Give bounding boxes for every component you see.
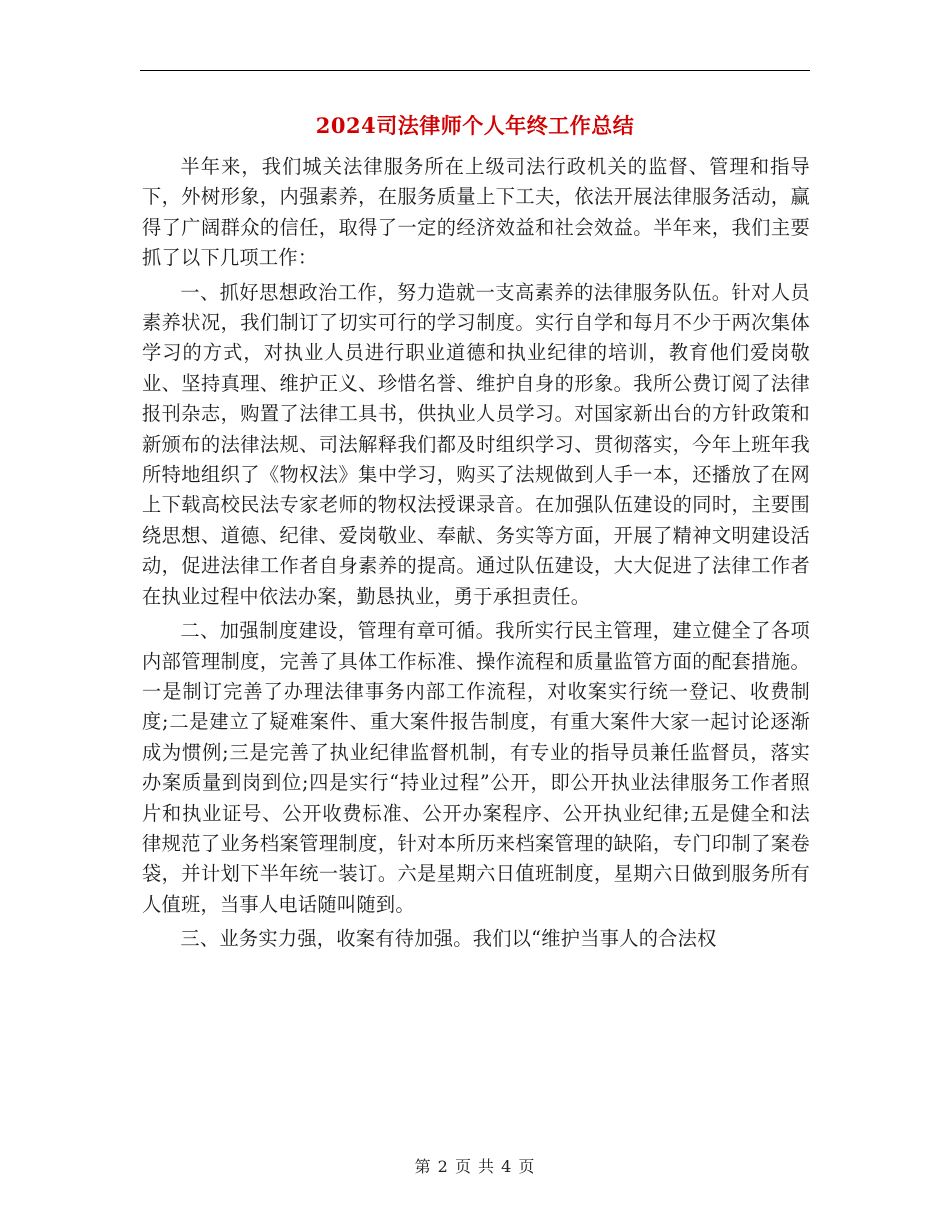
paragraph-section-2: 二、加强制度建设，管理有章可循。我所实行民主管理，建立健全了各项内部管理制度，完善了具体工作标准、操作流程和质量监管方面的配套措施。一是制订完善了办理法律事务内部工作流程，对收案实行统一登记、收费制度;二是建立了疑难案件、重大案件报告制度，有重大案件大家一起讨论逐渐成为惯例;三是完善了执业纪律监督机制，有专业的指导员兼任监督员，落实办案质量到岗到位;四是实行“持业过程”公开，即公开执业法律服务工作者照片和执业证号、公开收费标准、公开办案程序、公开执业纪律;五是健全和法律规范了业务档案管理制度，针对本所历来档案管理的缺陷，专门印制了案卷袋，并计划下半年统一装订。六是星期六日值班制度，星期六日做到服务所有人值班，当事人电话随叫随到。 (142, 619, 810, 916)
document-body (142, 152, 810, 959)
page-number-footer: 第 2 页 共 4 页 (414, 1157, 536, 1176)
document-title: 2024司法律师个人年终工作总结 (315, 113, 635, 138)
paragraph-intro: 半年来，我们城关法律服务所在上级司法行政机关的监督、管理和指导下，外树形象，内强素养，在服务质量上下工夫，依法开展法律服务活动，赢得了广阔群众的信任，取得了一定的经济效益和社会效益。半年来，我们主要抓了以下几项工作： (142, 155, 810, 270)
header-rule (140, 70, 810, 71)
paragraph-section-3: 三、业务实力强，收案有待加强。我们以“维护当事人的合法权 (180, 927, 717, 951)
paragraph-section-1: 一、抓好思想政治工作，努力造就一支高素养的法律服务队伍。针对人员素养状况，我们制订了切实可行的学习制度。实行自学和每月不少于两次集体学习的方式，对执业人员进行职业道德和执业纪律的培训，教育他们爱岗敬业、坚持真理、维护正义、珍惜名誉、维护自身的形象。我所公费订阅了法律报刊杂志，购置了法律工具书，供执业人员学习。对国家新出台的方针政策和新颁布的法律法规、司法解释我们都及时组织学习、贯彻落实，今年上班年我所特地组织了《物权法》集中学习，购买了法规做到人手一本，还播放了在网上下载高校民法专家老师的物权法授课录音。在加强队伍建设的同时，主要围绕思想、道德、纪律、爱岗敬业、奉献、务实等方面，开展了精神文明建设活动，促进法律工作者自身素养的提高。通过队伍建设，大大促进了法律工作者在执业过程中依法办案，勤恳执业，勇于承担责任。 (142, 280, 810, 608)
